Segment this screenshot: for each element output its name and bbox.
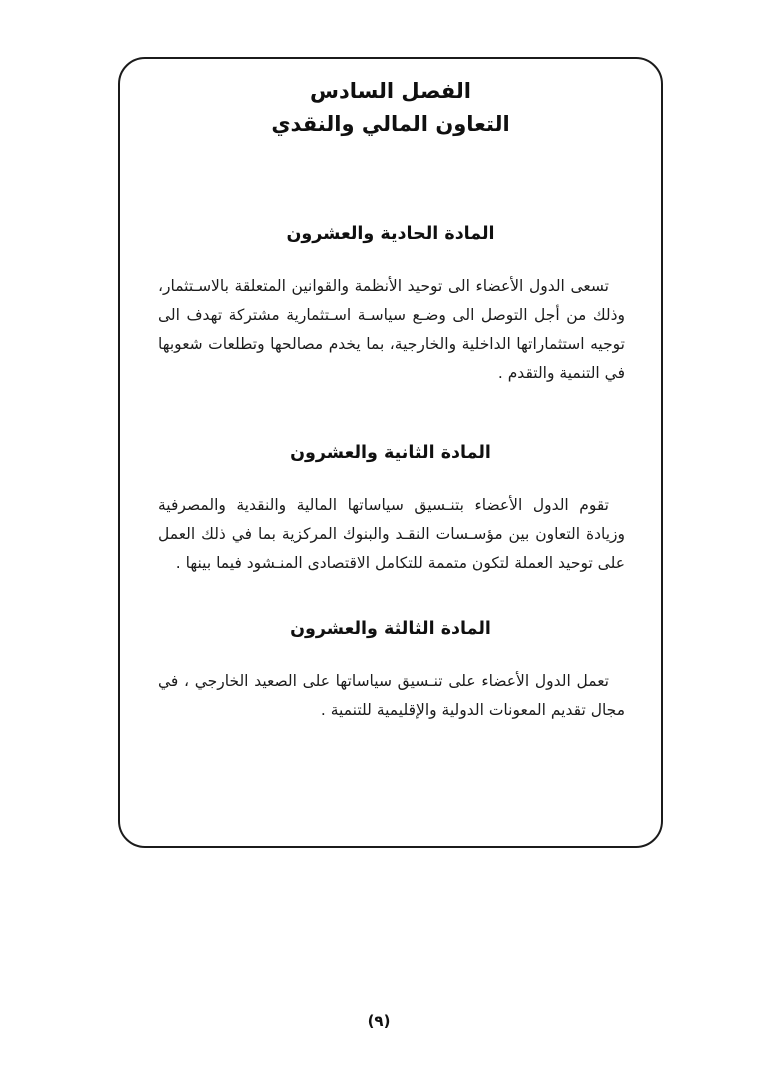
document-border-frame [118,57,663,848]
chapter-title-line1: الفصل السادس [309,79,472,103]
article-23-body: تعمل الدول الأعضاء على تنـسيق سياساتها على الصعيد الخارجي ، في مجال تقديم المعونات الدولية والإقليمية للتنمية . [158,672,625,719]
article-23-heading: المادة الثالثة والعشرون [290,619,491,639]
article-22-heading: المادة الثانية والعشرون [290,443,491,463]
page-number: (٩) [367,1012,391,1030]
chapter-title [140,75,641,141]
article-21-heading: المادة الحادية والعشرون [286,224,495,244]
article-22-body: تقوم الدول الأعضاء بتنـسيق سياساتها المالية والنقدية والمصرفية وزيادة التعاون بين مؤسـسات النقـد والبنوك المركزية بما في ذلك العمل على توحيد العملة لتكون متممة للتكامل الاقتصادى المنـشود فيما بينها . [158,496,625,572]
article-21-body: تسعى الدول الأعضاء الى توحيد الأنظمة والقوانين المتعلقة بالاسـتثمار، وذلك من أجل التوصل الى وضـع سياسـة اسـتثمارية مشتركة تهدف الى توجيه استثماراتها الداخلية والخارجية، بما يخدم مصالحها وتطلعات شعوبها في التنمية والتقدم . [158,277,625,382]
chapter-title-line2: التعاون المالي والنقدي [271,112,510,136]
